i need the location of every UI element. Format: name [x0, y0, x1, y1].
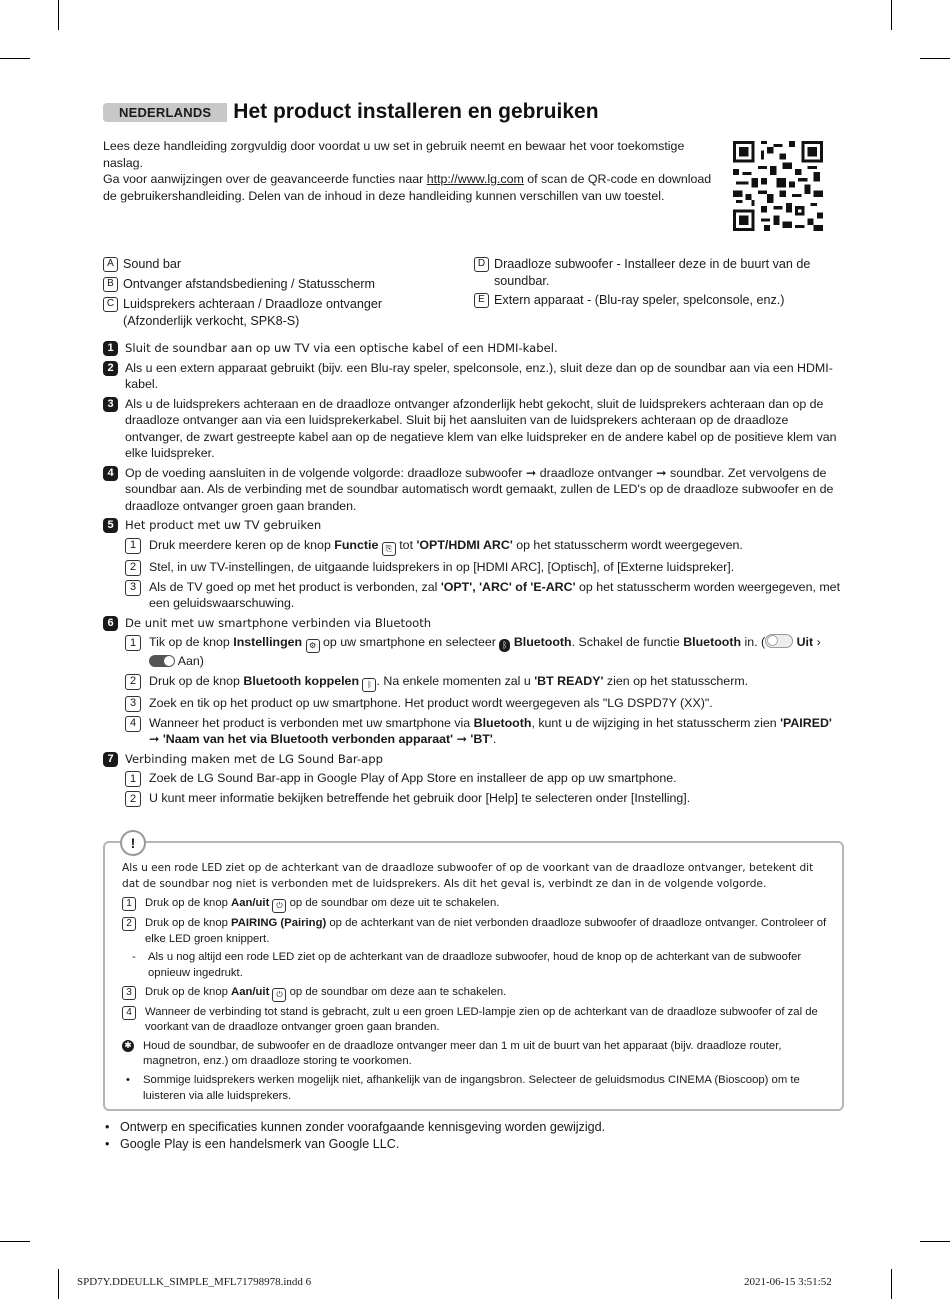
intro-text-segment: Ga voor aanwijzingen over de geavanceerde functies naar — [103, 172, 427, 186]
status-text: 'OPT/HDMI ARC' — [416, 537, 513, 552]
text-segment: op de soundbar om deze uit te schakelen. — [286, 897, 500, 910]
sub-step-number: 3 — [125, 580, 141, 596]
text-segment: . — [492, 732, 497, 746]
part-letter: A — [103, 257, 118, 272]
note-box — [103, 835, 844, 1111]
text-segment: Druk op de knop — [145, 897, 232, 910]
pairing-key-label: PAIRING (Pairing) — [231, 917, 327, 930]
status-text: 'Naam van het via Bluetooth verbonden apparaat' — [162, 732, 454, 746]
part-b — [103, 276, 453, 293]
part-letter: D — [474, 257, 489, 272]
settings-icon: ⚙ — [306, 639, 320, 653]
note-item-3 — [122, 985, 827, 1002]
text-segment: in. ( — [741, 635, 766, 649]
settings-key-label: Instellingen — [233, 635, 303, 649]
note-item-4 — [122, 1005, 827, 1036]
sub-step-text — [149, 634, 843, 670]
language-tag: NEDERLANDS — [103, 103, 227, 122]
text-segment: Druk meerdere keren op de knop — [149, 537, 335, 552]
text-segment: Als de TV goed op met het product is verbonden, zal — [149, 579, 441, 594]
step-7-sub-1 — [125, 770, 843, 787]
note-item-text — [145, 896, 827, 913]
step-number: 1 — [103, 341, 118, 356]
intro-text — [103, 138, 723, 204]
arrow-right-icon: ➞ — [149, 732, 160, 746]
step-text: Als u een extern apparaat gebruikt (bijv. een Blu-ray speler, spelconsole, enz.), sluit deze dan op de soundbar aan via een HDMI-kabel. — [125, 360, 833, 391]
warning-icon: ! — [120, 830, 146, 856]
bluetooth-icon: ᛒ — [499, 639, 510, 652]
print-file-info: SPD7Y.DDEULLK_SIMPLE_MFL71798978.indd 6 — [77, 1276, 312, 1288]
crop-mark — [0, 1241, 30, 1242]
qr-code-icon — [733, 141, 823, 231]
arrow-right-icon: ➞ — [525, 465, 537, 480]
intro-text-segment: of scan de QR-code en download de gebruikershandleiding. Delen van de inhoud in deze handleiding kunnen verschillen van uw toestel. — [103, 172, 712, 203]
text-segment: Op de voeding aansluiten in de volgende volgorde: draadloze subwoofer — [125, 465, 526, 480]
arrow-right-icon: ➞ — [456, 732, 467, 746]
step-3 — [103, 396, 843, 462]
footer-text: Ontwerp en specificaties kunnen zonder voorafgaande kennisgeving worden gewijzigd. — [120, 1120, 606, 1134]
text-segment: . Na enkele momenten zal u — [376, 673, 535, 688]
part-c — [103, 296, 388, 329]
step-6-sub-3 — [125, 695, 843, 712]
step-text: Als u de luidsprekers achteraan en de draadloze ontvanger afzonderlijk hebt gekocht, sluit de luidsprekers achteraan dan op de draadloze ontvanger aan via een luidsprekerkabel. Sluit bij het aansluiten van de luidsprekers achteraan op de draadloze ontvanger, de zwart gestreepte kabel aan op de negatieve klem van elke luidspreker en de andere kabel op de positieve klem van elke luidspreker. — [125, 396, 837, 460]
text-segment: Wanneer het product is verbonden met uw smartphone via — [149, 715, 474, 730]
note-item-text: Als u nog altijd een rode LED ziet op de achterkant van de draadloze subwoofer, houd de knop op de achterkant van de subwoofer opnieuw ingedrukt. — [148, 951, 802, 979]
part-label: Draadloze subwoofer - Installeer deze in de buurt van de soundbar. — [494, 257, 811, 288]
toggle-on-label: Aan) — [177, 654, 204, 668]
sub-step-number: 1 — [125, 635, 141, 651]
status-text: 'OPT', 'ARC' of 'E-ARC' — [440, 579, 576, 594]
power-key-label: Aan/uit — [231, 897, 270, 910]
status-text: 'PAIRED' — [780, 715, 832, 730]
note-item-number: 3 — [122, 986, 136, 1000]
bluetooth-label: Bluetooth — [513, 635, 572, 649]
sub-step-number: 2 — [125, 791, 141, 807]
sub-step-text: Stel, in uw TV-instellingen, de uitgaande luidsprekers in op [HDMI ARC], [Optisch], of [Externe luidspreker]. — [149, 559, 735, 574]
note-item-number: 2 — [122, 917, 136, 931]
crop-mark — [58, 1269, 59, 1299]
step-7 — [103, 751, 843, 768]
page-title: Het product installeren en gebruiken — [233, 100, 599, 123]
bluetooth-pairing-key-label: Bluetooth koppelen — [243, 673, 360, 688]
text-segment: Druk op de knop — [145, 985, 232, 998]
step-title: Verbinding maken met de LG Sound Bar-app — [125, 751, 383, 766]
crop-mark — [58, 0, 59, 30]
step-5 — [103, 517, 843, 534]
dash-marker: - — [132, 951, 136, 964]
note-item-1 — [122, 896, 827, 913]
step-6-sub-4 — [125, 715, 843, 748]
step-6 — [103, 615, 843, 632]
step-number: 2 — [103, 361, 118, 376]
part-label: Sound bar — [123, 257, 182, 271]
sub-step-text — [149, 579, 843, 612]
text-segment: draadloze ontvanger — [536, 465, 657, 480]
step-number: 5 — [103, 518, 118, 533]
arrow-right-icon: ➞ — [656, 465, 667, 480]
intro-line-1: Lees deze handleiding zorgvuldig door voordat u uw set in gebruik neemt en bewaar het voor toekomstige naslag. — [103, 139, 685, 170]
asterisk-icon: ✱ — [122, 1040, 134, 1052]
note-item-dash — [122, 950, 827, 981]
instruction-steps — [103, 340, 843, 810]
note-item-text: Sommige luidsprekers werken mogelijk niet, afhankelijk van de ingangsbron. Selecteer de geluidsmodus CINEMA (Bioscoop) om te luisteren via alle luidsprekers. — [143, 1073, 800, 1102]
sub-step-text: Zoek en tik op het product op uw smartphone. Het product wordt weergegeven als "LG DSPD7Y (XX)". — [149, 695, 713, 710]
note-item-text — [145, 985, 827, 1002]
sub-step-number: 4 — [125, 716, 141, 732]
step-number: 7 — [103, 752, 118, 767]
power-icon: ⏻ — [272, 899, 286, 913]
bullet-icon: • — [126, 1073, 130, 1086]
note-item-text: Houd de soundbar, de subwoofer en de draadloze ontvanger meer dan 1 m uit de buurt van het apparaat (bijv. draadloze router, magnetron, enz.) om draadloze storing te voorkomen. — [143, 1039, 782, 1068]
function-icon: ⎘ — [382, 542, 396, 556]
part-label: Ontvanger afstandsbediening / Statusscherm — [123, 277, 376, 291]
crop-mark — [0, 58, 30, 59]
lg-website-link[interactable]: http://www.lg.com — [426, 172, 524, 186]
text-segment: . Schakel de functie — [571, 635, 684, 649]
note-heading: Als u een rode LED ziet op de achterkant van de draadloze subwoofer of op de voorkant van de draadloze ontvanger, betekent dit dat de soundbar nog niet is verbonden met de luidsprekers. Als dit het geval is, verbindt ze dan in de volgende volgorde. — [122, 862, 814, 890]
text-segment: op de achterkant van de niet verbonden draadloze subwoofer of draadloze ontvanger. Controleer of elke LED groen knippert. — [145, 917, 827, 945]
step-5-sub-3 — [125, 579, 843, 612]
power-key-label: Aan/uit — [231, 985, 270, 998]
text-segment: Druk op de knop — [149, 673, 244, 688]
sub-step-number: 1 — [125, 538, 141, 554]
bullet-icon: • — [105, 1120, 110, 1134]
footer-item — [105, 1119, 605, 1136]
sub-step-number: 3 — [125, 696, 141, 712]
chevron-right-icon: › — [816, 635, 821, 649]
crop-mark — [891, 1269, 892, 1299]
part-d — [474, 256, 819, 289]
text-segment: op uw smartphone en selecteer — [319, 635, 500, 649]
intro-line-2 — [103, 171, 723, 204]
text-segment: op de soundbar om deze aan te schakelen. — [286, 985, 507, 998]
step-1 — [103, 340, 843, 357]
part-letter: E — [474, 293, 489, 308]
bullet-icon: • — [105, 1137, 110, 1151]
sub-step-text — [149, 537, 843, 556]
text-segment: op het statusscherm wordt weergegeven. — [512, 537, 743, 552]
crop-mark — [920, 1241, 950, 1242]
toggle-on-icon — [149, 655, 175, 667]
text-segment: soundbar. Zet vervolgens de soundbar aan. Als de verbinding met de soundbar automatisch wordt gemaakt, zullen de LED's op de draadloze subwoofer en de draadloze ontvanger groen gaan branden. — [125, 465, 834, 513]
sub-step-text: U kunt meer informatie bekijken betreffende het gebruik door [Help] te selecteren onder [Instelling]. — [149, 791, 691, 805]
step-number: 4 — [103, 466, 118, 481]
text-segment: zien op het statusscherm. — [603, 673, 749, 688]
part-a — [103, 256, 453, 273]
sub-step-text: Zoek de LG Sound Bar-app in Google Play of App Store en installeer de app op uw smartphone. — [149, 771, 677, 785]
note-item-2 — [122, 916, 827, 947]
text-segment: Tik op de knop — [149, 635, 234, 649]
toggle-off-icon — [765, 634, 793, 648]
step-4 — [103, 465, 843, 515]
step-5-sub-2 — [125, 559, 843, 576]
bluetooth-icon: ᛒ — [362, 678, 376, 692]
print-date-info: 2021-06-15 3:51:52 — [744, 1276, 832, 1288]
step-6-sub-2 — [125, 673, 843, 692]
page-header — [103, 100, 599, 124]
sub-step-number: 2 — [125, 560, 141, 576]
note-item-star — [122, 1039, 827, 1070]
part-label: Extern apparaat - (Blu-ray speler, spelconsole, enz.) — [494, 293, 785, 307]
step-title: Het product met uw TV gebruiken — [125, 518, 322, 532]
step-5-sub-1 — [125, 537, 843, 556]
toggle-off-label: Uit — [796, 635, 814, 649]
text-segment: Druk op de knop — [145, 917, 232, 930]
note-item-bullet — [122, 1073, 827, 1104]
step-number: 6 — [103, 616, 118, 631]
note-item-text — [145, 916, 827, 947]
part-letter: B — [103, 277, 118, 292]
part-label: Luidsprekers achteraan / Draadloze ontvanger (Afzonderlijk verkocht, SPK8-S) — [123, 297, 383, 328]
status-text: 'BT' — [470, 732, 493, 746]
step-text — [125, 465, 843, 515]
text-segment: , kunt u de wijziging in het statusscherm zien — [531, 715, 781, 730]
sub-step-number: 1 — [125, 771, 141, 787]
step-7-sub-2 — [125, 790, 843, 807]
bluetooth-label: Bluetooth — [473, 715, 532, 730]
sub-step-number: 2 — [125, 674, 141, 690]
step-text: Sluit de soundbar aan op uw TV via een optische kabel of een HDMI-kabel. — [125, 341, 558, 355]
crop-mark — [920, 58, 950, 59]
part-letter: C — [103, 297, 118, 312]
step-title: De unit met uw smartphone verbinden via Bluetooth — [125, 615, 432, 630]
footer-text: Google Play is een handelsmerk van Google LLC. — [120, 1137, 400, 1151]
step-2 — [103, 360, 843, 393]
step-6-sub-1 — [125, 634, 843, 670]
note-item-text: Wanneer de verbinding tot stand is gebracht, zult u een groen LED-lampje zien op de achterkant van de draadloze subwoofer of zal de voorkant van de draadloze ontvanger groen gaan branden. — [145, 1005, 818, 1034]
sub-step-text — [149, 673, 843, 692]
note-item-number: 1 — [122, 897, 136, 911]
bluetooth-label: Bluetooth — [683, 635, 742, 649]
text-segment: op het statusscherm worden weergegeven, met een geluidswaarschuwing. — [149, 579, 841, 610]
footer-item — [105, 1136, 605, 1153]
note-content — [122, 861, 827, 1107]
note-item-number: 4 — [122, 1006, 136, 1020]
function-key-label: Functie — [334, 537, 379, 552]
sub-step-text — [149, 715, 843, 748]
crop-mark — [891, 0, 892, 30]
footer-notes — [105, 1119, 605, 1153]
part-e — [474, 292, 819, 309]
status-text: 'BT READY' — [534, 673, 604, 688]
text-segment: tot — [395, 537, 417, 552]
step-number: 3 — [103, 397, 118, 412]
power-icon: ⏻ — [272, 988, 286, 1002]
